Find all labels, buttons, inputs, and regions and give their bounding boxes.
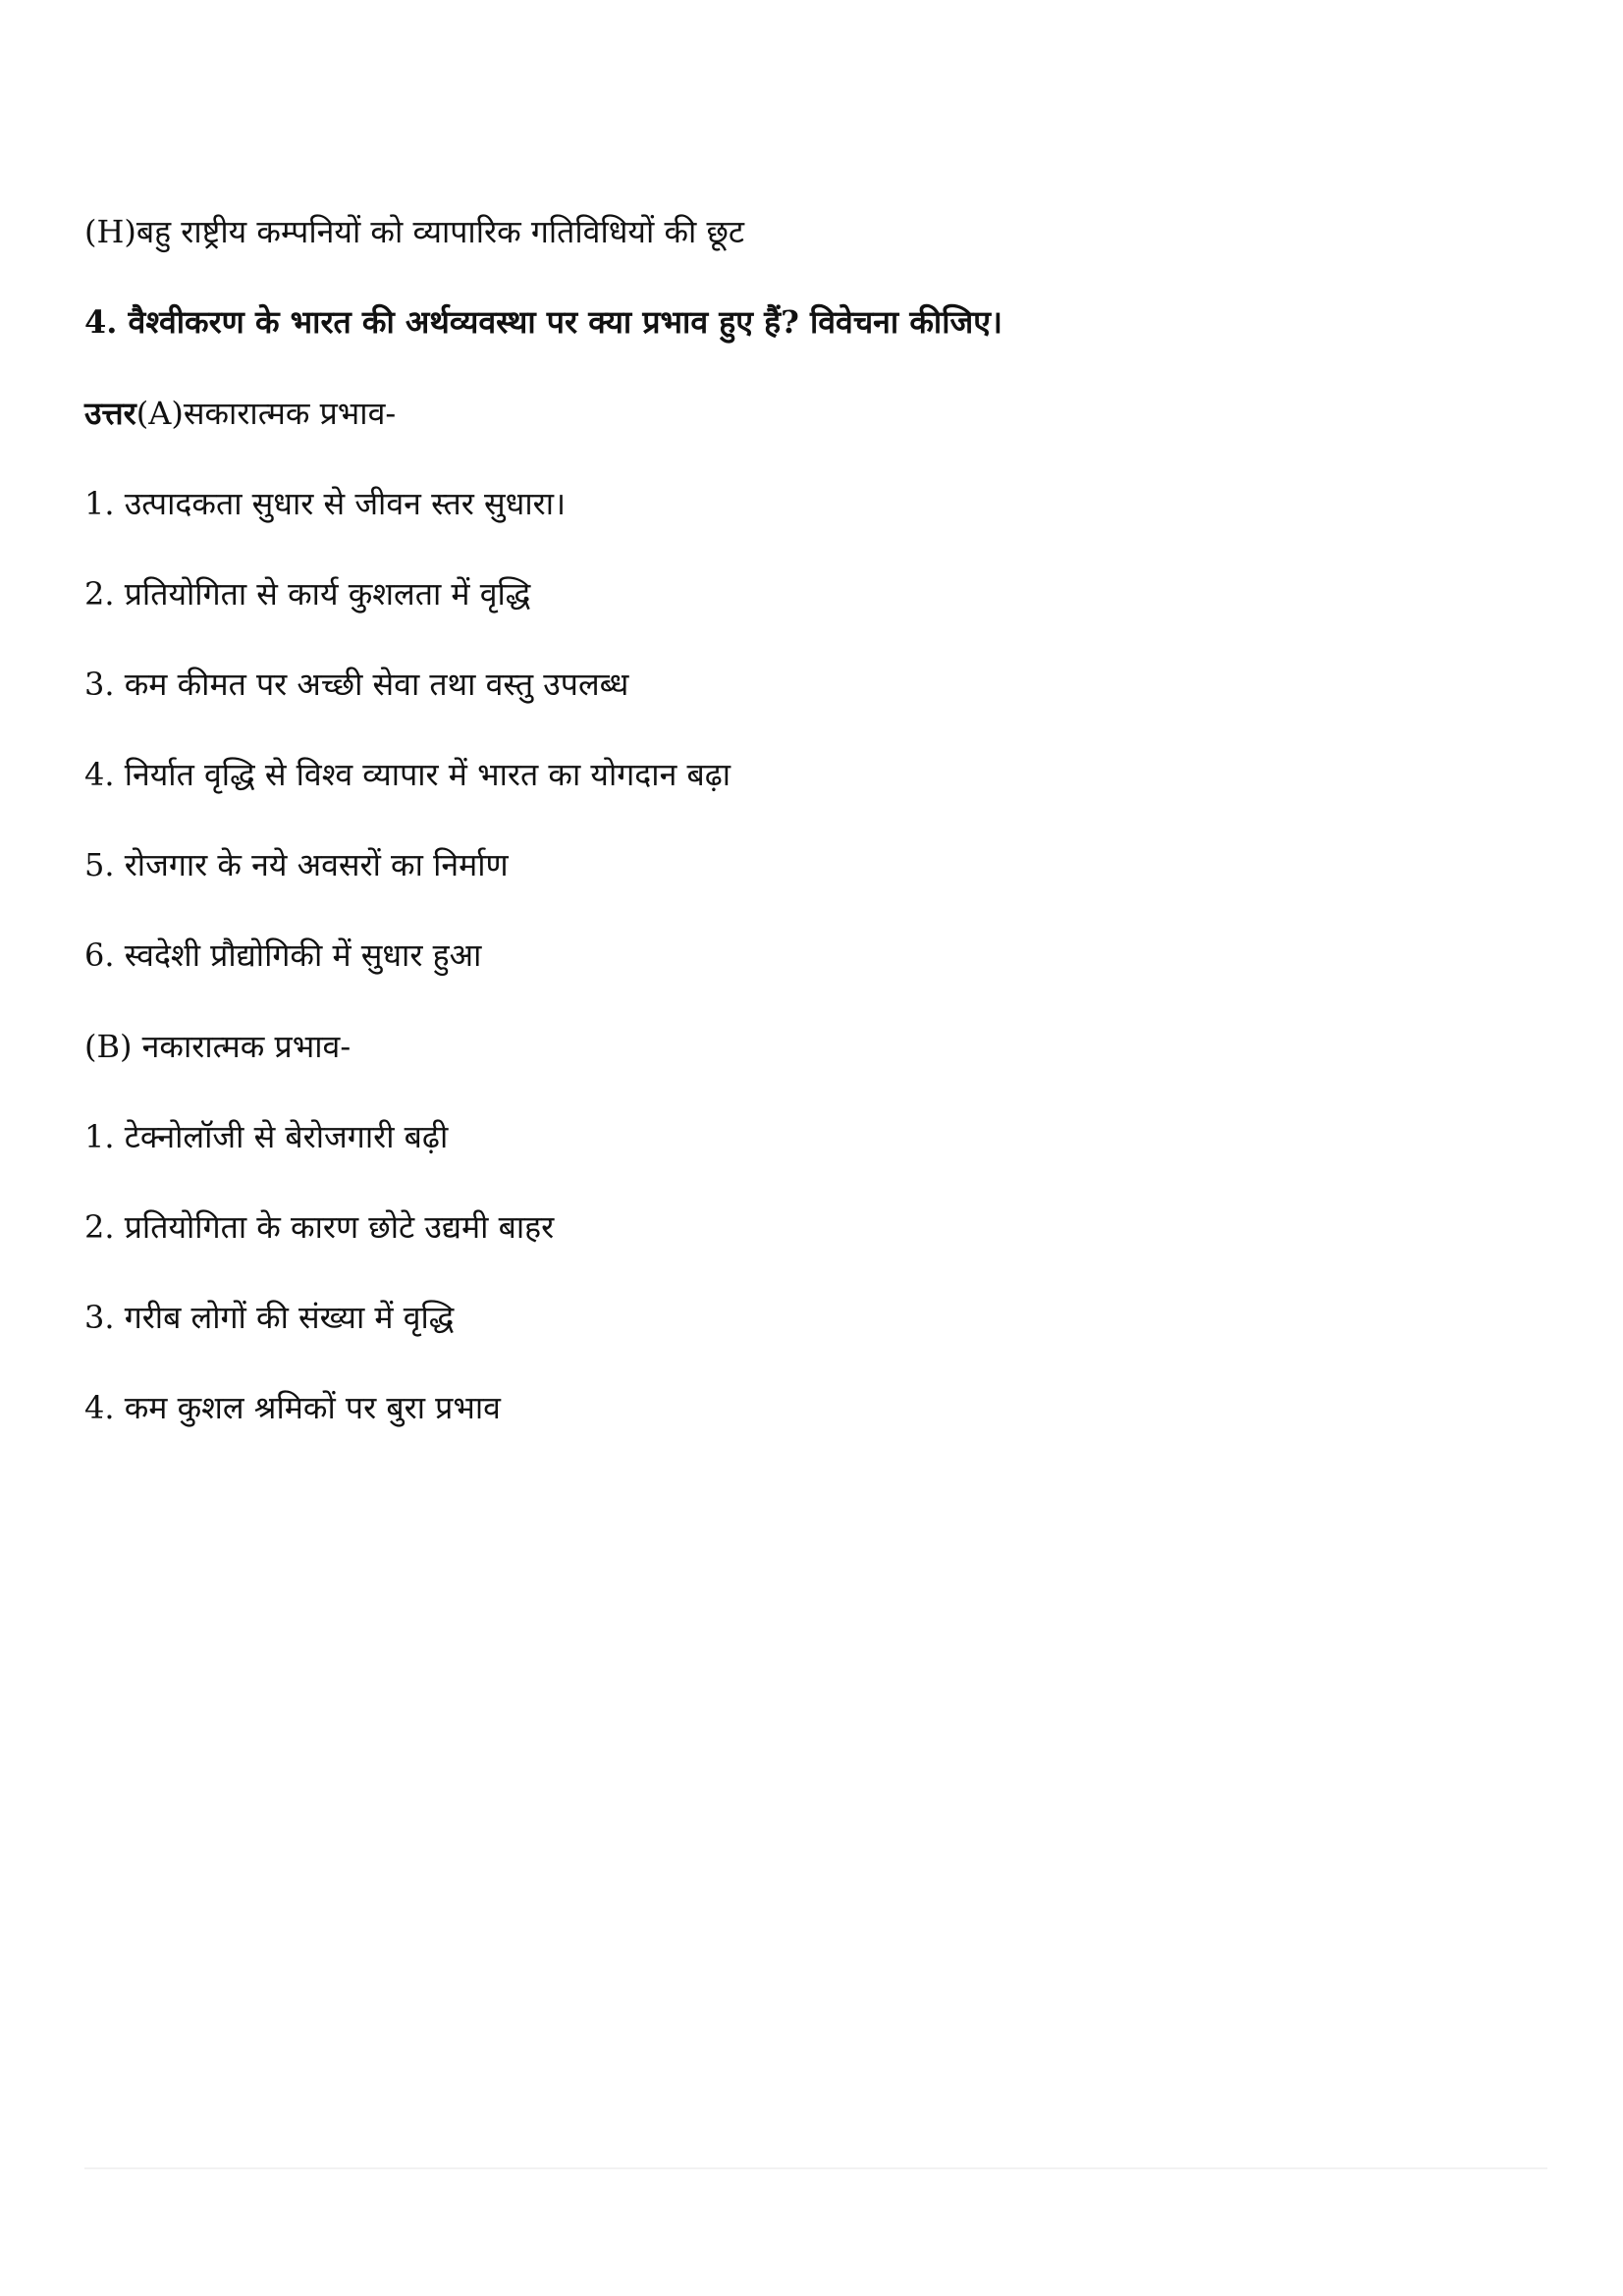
negative-point: 2. प्रतियोगिता के कारण छोटे उद्यमी बाहर — [84, 1208, 555, 1246]
negative-point: 1. टेक्नोलॉजी से बेरोजगारी बढ़ी — [84, 1118, 449, 1155]
positive-point: 2. प्रतियोगिता से कार्य कुशलता में वृद्धि — [84, 575, 531, 613]
negative-effects-heading: (B) नकारात्मक प्रभाव- — [84, 1028, 352, 1065]
answer-label: उत्तर — [84, 395, 136, 432]
negative-point: 3. गरीब लोगों की संख्या में वृद्धि — [84, 1299, 455, 1336]
positive-effects-heading: (A)सकारात्मक प्रभाव- — [135, 395, 397, 432]
question-heading: 4. वैश्वीकरण के भारत की अर्थव्यवस्था पर क्या प्रभाव हुए हैं? विवेचना कीजिए। — [84, 303, 1003, 341]
intro-line: (H)बहु राष्ट्रीय कम्पनियों को व्यापारिक गतिविधियों की छूट — [84, 213, 745, 250]
answer-heading — [84, 392, 396, 435]
negative-point: 4. कम कुशल श्रमिकों पर बुरा प्रभाव — [84, 1389, 501, 1426]
positive-point: 6. स्वदेशी प्रौद्योगिकी में सुधार हुआ — [84, 936, 482, 974]
positive-point: 3. कम कीमत पर अच्छी सेवा तथा वस्तु उपलब्ध — [84, 666, 629, 703]
positive-point: 4. निर्यात वृद्धि से विश्व व्यापार में भारत का योगदान बढ़ा — [84, 756, 731, 793]
positive-point: 1. उत्पादकता सुधार से जीवन स्तर सुधारा। — [84, 485, 567, 522]
positive-point: 5. रोजगार के नये अवसरों का निर्माण — [84, 846, 509, 883]
footer-divider — [84, 2167, 1547, 2169]
